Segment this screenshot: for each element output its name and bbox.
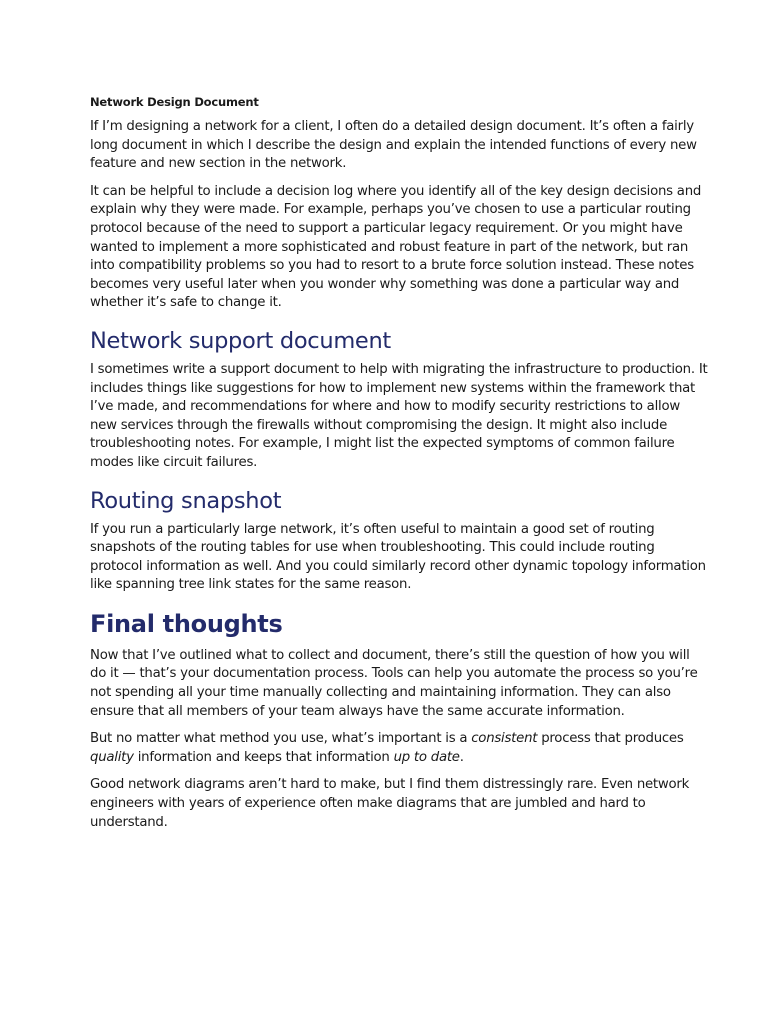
support-paragraph: I sometimes write a support document to help with migrating the infrastructure to production. It includes things like suggestions for how to implement new systems within the framework that I’ve made, and recommendations for where and how to modify security restrictions to allow new services through the firewalls without compromising the design. It might also include troubleshooting notes. For example, I might list the expected symptoms of common failure modes like circuit failures. (90, 361, 708, 470)
intro-paragraph-1: If I’m designing a network for a client, I often do a detailed design document. It’s often a fairly long document in which I describe the design and explain the intended functions of every new feature and new section in the network. (90, 119, 697, 172)
intro-paragraph-2: It can be helpful to include a decision log where you identify all of the key design decisions and explain why they were made. For example, perhaps you’ve chosen to use a particular routing protocol because of the need to support a particular legacy requirement. Or you might have wanted to implement a more sophisticated and robust feature in part of the network, but ran into compatibility problems so you had to resort to a brute force solution instead. These notes becomes very useful later when you wonder why something was done a particular way and whether it’s safe to change it. (90, 183, 702, 311)
final-paragraph-2 (90, 730, 708, 767)
routing-paragraph: If you run a particularly large network, it’s often useful to maintain a good set of routing snapshots of the routing tables for use when troubleshooting. This could include routing protocol information as well. And you could similarly record other dynamic topology information like spanning tree link states for the same reason. (90, 521, 706, 593)
emphasis-consistent: consistent (471, 731, 538, 747)
final-paragraph-3: Good network diagrams aren’t hard to make, but I find them distressingly rare. Even network engineers with years of experience often make diagrams that are jumbled and hard to understand. (90, 777, 690, 830)
final-text-c: information and keeps that information (133, 749, 394, 765)
emphasis-quality: quality (90, 749, 134, 765)
document-title: Network Design Document (90, 95, 259, 109)
final-text-d: . (459, 749, 464, 765)
support-heading: Network support document (90, 327, 391, 354)
final-heading: Final thoughts (90, 609, 283, 638)
final-paragraph-1: Now that I’ve outlined what to collect and document, there’s still the question of how you will do it — that’s your documentation process. Tools can help you automate the process so you’re not spending all your time manually collecting and maintaining information. They can also ensure that all members of your team always have the same accurate information. (90, 647, 698, 719)
emphasis-up-to-date: up to date (393, 749, 460, 765)
routing-heading: Routing snapshot (90, 487, 282, 514)
final-text-b: process that produces (537, 731, 684, 747)
final-text-a: But no matter what method you use, what’s important is a (90, 731, 472, 747)
